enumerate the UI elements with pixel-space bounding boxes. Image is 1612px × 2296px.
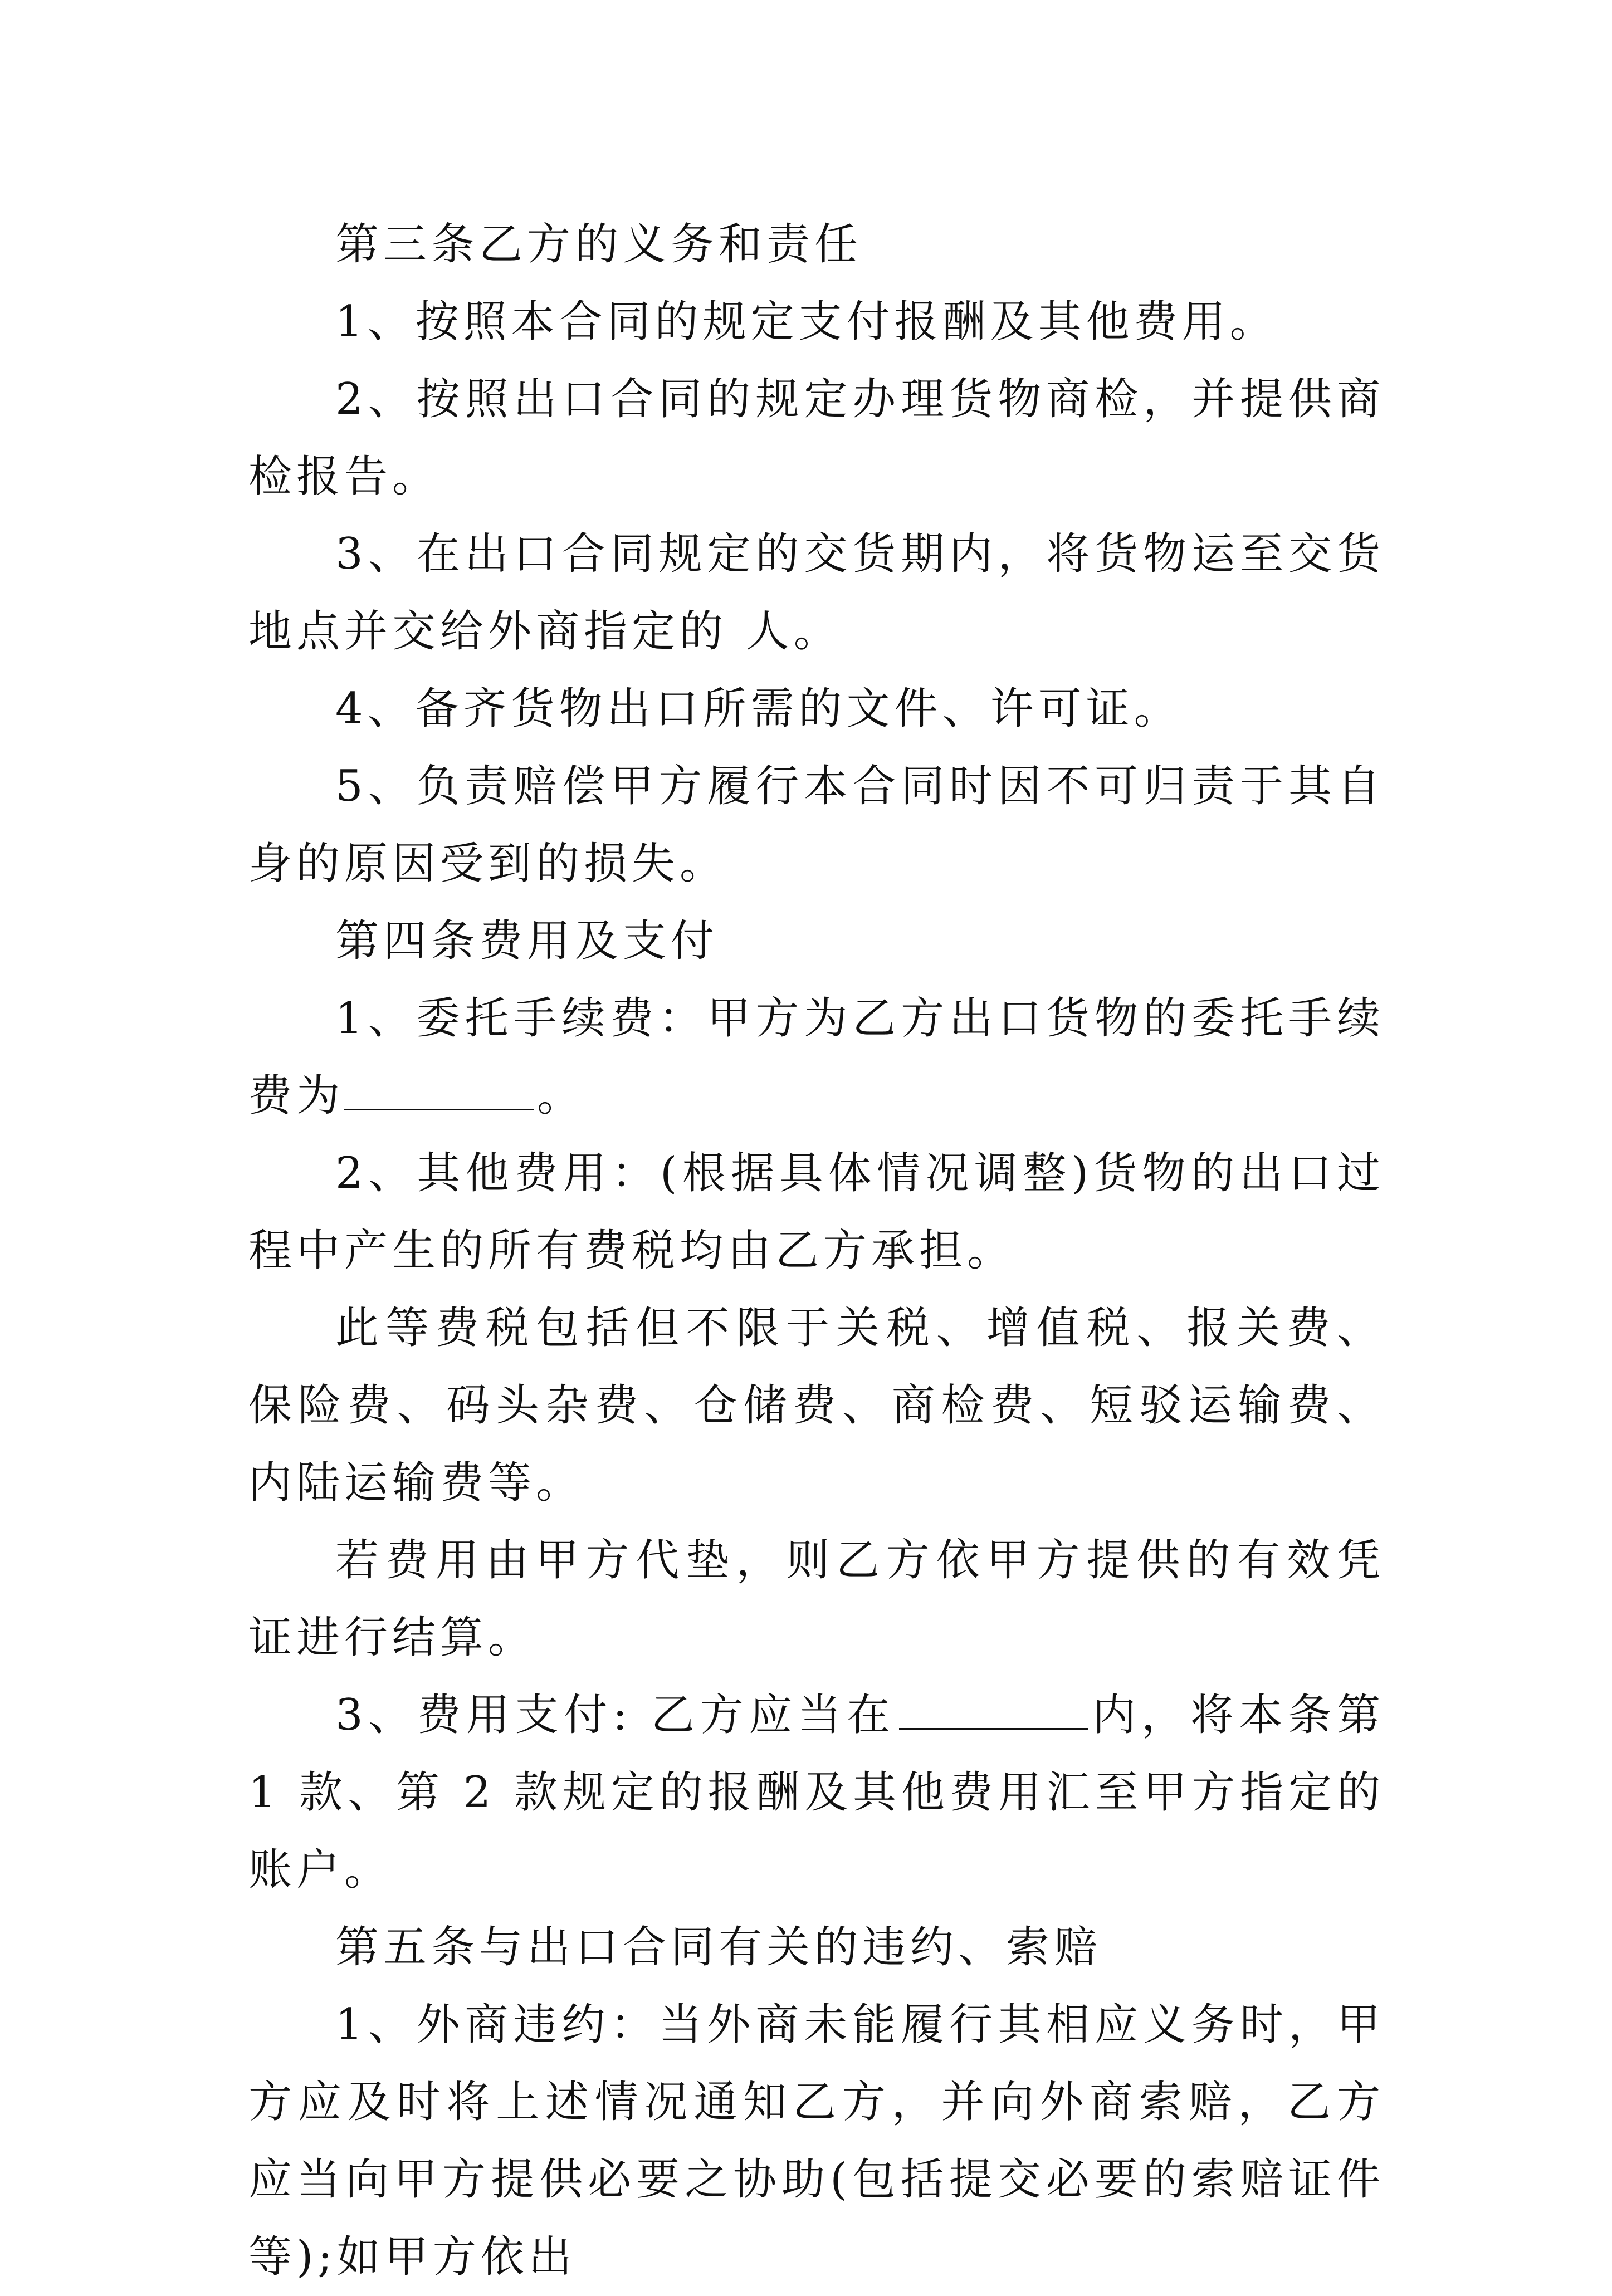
article-3-item-3: 3、在出口合同规定的交货期内，将货物运至交货地点并交给外商指定的 人。 (248, 529, 1385, 657)
article-4-item-1-end: 。 (537, 1071, 585, 1121)
article-3-item-2: 2、按照出口合同的规定办理货物商检，并提供商检报告。 (248, 374, 1385, 502)
article-3-item-4: 4、备齐货物出口所需的文件、许可证。 (335, 684, 1182, 734)
article-4-taxes: 此等费税包括但不限于关税、增值税、报关费、保险费、码头杂费、仓储费、商检费、短驳运输费、内陆运输费等。 (248, 1303, 1385, 1508)
article-3-item-5: 5、负责赔偿甲方履行本合同时因不可归责于其自身的原因受到的损失。 (248, 761, 1385, 889)
article-4-item-1 (248, 980, 1385, 1135)
article-5-item-1: 1、外商违约：当外商未能履行其相应义务时，甲方应及时将上述情况通知乙方，并向外商索赔，乙方应当向甲方提供必要之协助(包括提交必要的索赔证件等);如甲方依出 (248, 2000, 1385, 2282)
article-4-advance: 若费用由甲方代垫，则乙方依甲方提供的有效凭证进行结算。 (248, 1535, 1385, 1663)
article-4-item-3 (248, 1677, 1385, 1909)
article-3-heading: 第三条乙方的义务和责任 (335, 219, 863, 270)
article-4-heading: 第四条费用及支付 (335, 916, 719, 966)
contract-text (248, 206, 1385, 2296)
commission-fee-blank (344, 1065, 534, 1110)
payment-period-blank (899, 1685, 1088, 1730)
article-5-heading: 第五条与出口合同有关的违约、索赔 (335, 1922, 1102, 1972)
article-4-item-3-rest: 内，将本条第 1 款、第 2 款规定的报酬及其他费用汇至甲方指定的账户。 (248, 1690, 1385, 1895)
article-4-item-1-text: 1、委托手续费：甲方为乙方出口货物的委托手续费为 (248, 993, 1385, 1121)
article-4-item-3-text: 3、费用支付: 乙方应当在 (335, 1690, 896, 1740)
article-4-item-2: 2、其他费用：(根据具体情况调整)货物的出口过程中产生的所有费税均由乙方承担。 (248, 1148, 1385, 1276)
article-3-item-1: 1、按照本合同的规定支付报酬及其他费用。 (335, 297, 1278, 347)
